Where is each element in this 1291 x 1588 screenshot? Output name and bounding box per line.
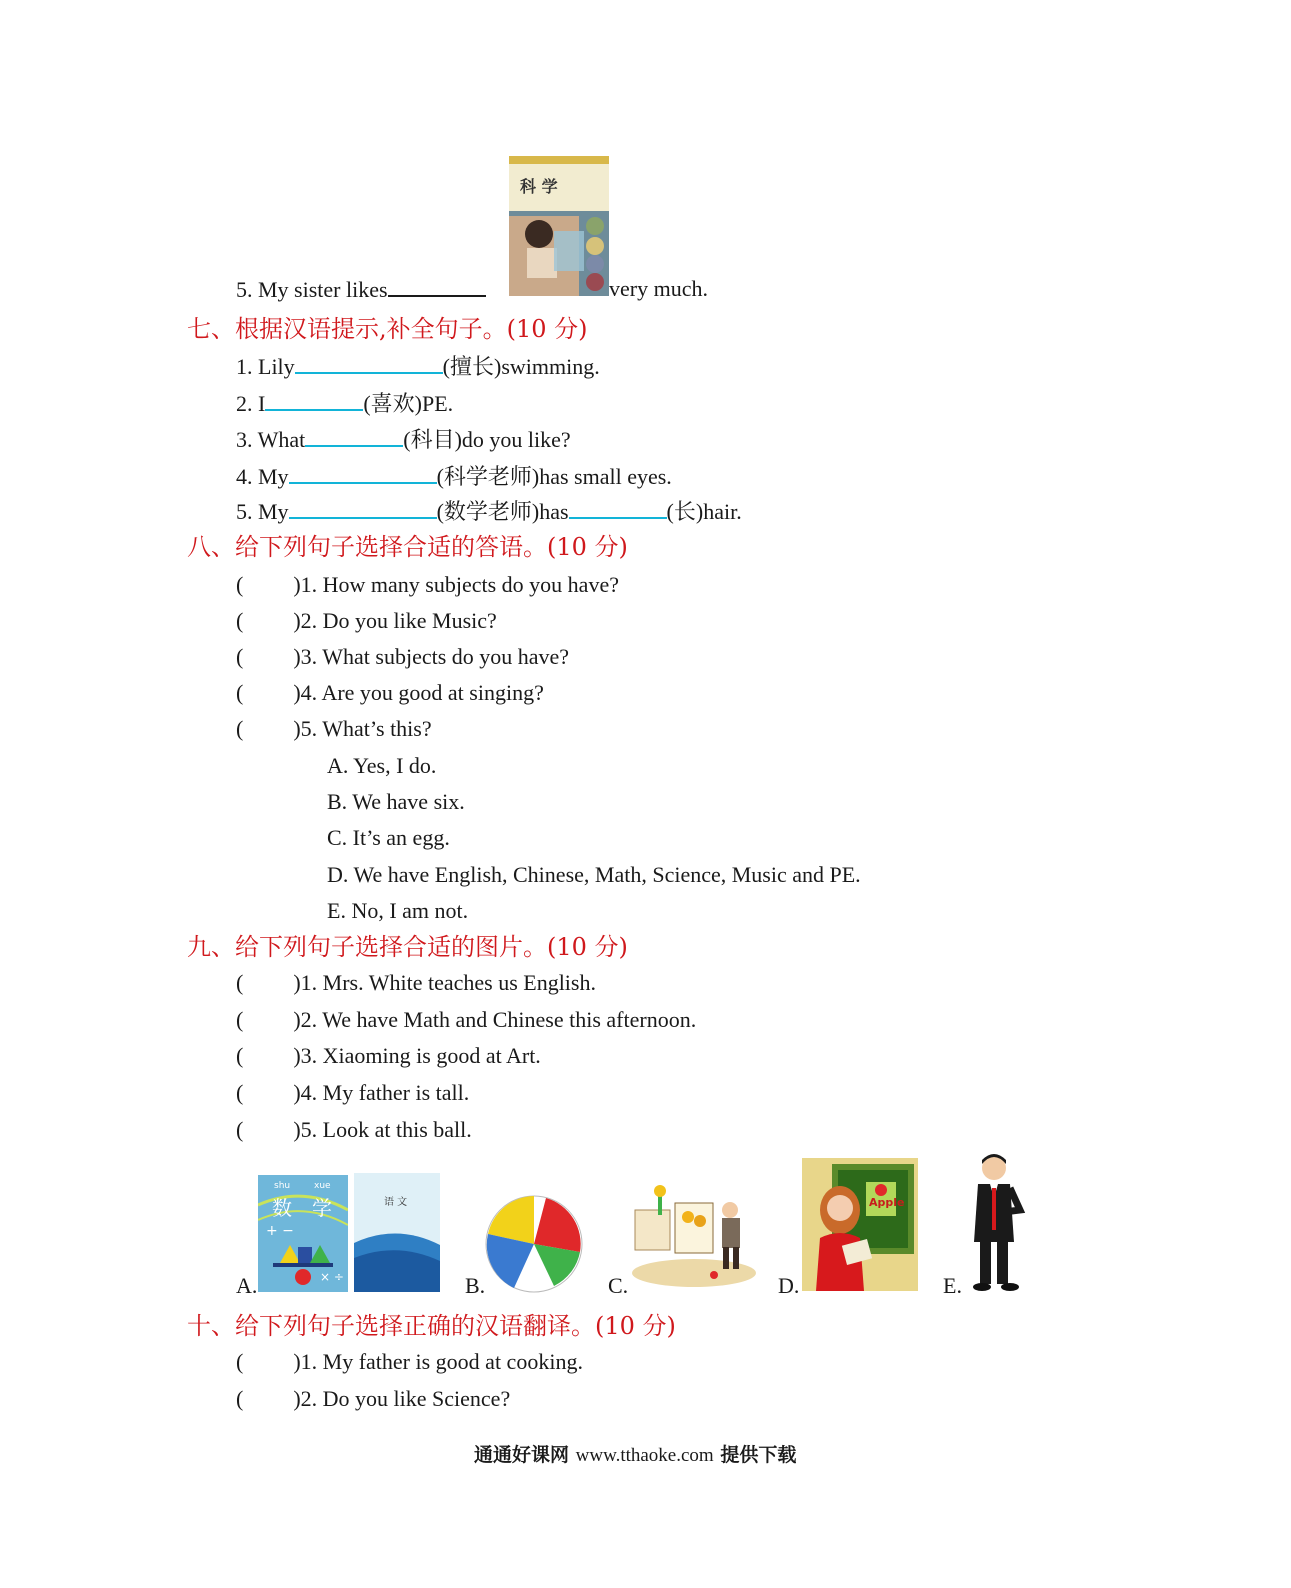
answer-slot[interactable]	[243, 608, 293, 628]
math-book-title-2: 学	[312, 1196, 332, 1220]
footer-suffix: 提供下载	[720, 1444, 797, 1466]
picture-label-e: E.	[943, 1273, 962, 1298]
answer-slot[interactable]	[243, 1117, 293, 1137]
question-text: )3. Xiaoming is good at Art.	[293, 1043, 541, 1068]
item-text: My sister likes	[258, 277, 388, 302]
answer-slot[interactable]	[243, 1043, 293, 1063]
s7-item-5	[236, 497, 742, 526]
open-paren: (	[236, 970, 244, 995]
answer-blank[interactable]	[388, 275, 486, 297]
item-number: 5.	[236, 499, 253, 524]
chinese-book-image	[354, 1173, 440, 1292]
open-paren: (	[236, 1080, 244, 1105]
english-teacher-image	[802, 1158, 918, 1291]
question-text: )4. My father is tall.	[293, 1080, 470, 1105]
s9-question-1	[236, 969, 596, 997]
s7-item-1	[236, 352, 600, 381]
answer-blank-2[interactable]	[569, 497, 667, 519]
question-text: )5. Look at this ball.	[293, 1117, 472, 1142]
item-number: 2.	[236, 391, 253, 416]
picture-label-d: D.	[778, 1273, 800, 1298]
s8-option-e: E. No, I am not.	[327, 898, 469, 923]
item-text: My	[258, 464, 289, 489]
open-paren: (	[236, 608, 244, 633]
s8-question-1	[236, 571, 619, 599]
footer	[474, 1440, 796, 1467]
item-text: Lily	[258, 354, 295, 379]
chinese-book-title: 语 文	[384, 1197, 408, 1208]
s8-option-a: A. Yes, I do.	[327, 753, 437, 778]
item-number: 5.	[236, 277, 253, 302]
svg-text:× ÷: × ÷	[320, 1270, 344, 1284]
open-paren: (	[236, 716, 244, 741]
question-text: )2. Do you like Science?	[293, 1386, 511, 1411]
answer-slot[interactable]	[243, 970, 293, 990]
answer-blank[interactable]	[305, 425, 403, 447]
footer-site: 通通好课网	[474, 1444, 570, 1466]
s10-question-1	[236, 1348, 583, 1376]
art-class-image	[630, 1185, 758, 1290]
answer-slot[interactable]	[243, 716, 293, 736]
section8-heading: 八、给下列句子选择合适的答语。(10 分)	[187, 533, 628, 561]
s8-option-c: C. It’s an egg.	[327, 825, 450, 850]
item-hint: (喜欢)PE.	[363, 391, 454, 416]
s8-question-5	[236, 715, 432, 743]
ball-image	[484, 1194, 584, 1294]
item-number: 4.	[236, 464, 253, 489]
item-text: My	[258, 499, 289, 524]
question-text: )1. My father is good at cooking.	[293, 1349, 583, 1374]
s7-item-2	[236, 389, 453, 418]
item-text: I	[258, 391, 266, 416]
question-text: )4. Are you good at singing?	[293, 680, 544, 705]
answer-slot[interactable]	[243, 1080, 293, 1100]
question-text: )2. We have Math and Chinese this afternoon.	[293, 1007, 697, 1032]
item-hint: (科学老师)has small eyes.	[436, 464, 672, 489]
section10-heading: 十、给下列句子选择正确的汉语翻译。(10 分)	[187, 1312, 676, 1340]
s8-option-b: B. We have six.	[327, 789, 465, 814]
answer-blank[interactable]	[289, 497, 437, 519]
answer-slot[interactable]	[243, 1386, 293, 1406]
answer-blank[interactable]	[265, 389, 363, 411]
item-number: 3.	[236, 427, 253, 452]
s8-question-2	[236, 607, 497, 635]
picture-label-a: A.	[236, 1273, 258, 1298]
answer-slot[interactable]	[243, 644, 293, 664]
question-text: )3. What subjects do you have?	[293, 644, 570, 669]
item-hint-2: (长)hair.	[666, 499, 742, 524]
question-text: )2. Do you like Music?	[293, 608, 497, 633]
s9-question-2	[236, 1006, 696, 1034]
s8-option-d: D. We have English, Chinese, Math, Science, Music and PE.	[327, 862, 861, 887]
s10-question-2	[236, 1385, 510, 1413]
section7-heading: 七、根据汉语提示,补全句子。(10 分)	[187, 315, 588, 343]
picture-label-c: C.	[608, 1273, 629, 1298]
math-book-pinyin-2: xue	[314, 1181, 331, 1191]
s9-question-5	[236, 1116, 472, 1144]
s7-item-4	[236, 462, 672, 491]
open-paren: (	[236, 1386, 244, 1411]
s9-question-4	[236, 1079, 469, 1107]
open-paren: (	[236, 644, 244, 669]
q6-item-5-end: very much.	[609, 276, 708, 301]
answer-slot[interactable]	[243, 1349, 293, 1369]
open-paren: (	[236, 1117, 244, 1142]
question-text: )1. How many subjects do you have?	[293, 572, 619, 597]
s8-question-4	[236, 679, 544, 707]
section9-heading: 九、给下列句子选择合适的图片。(10 分)	[187, 933, 628, 961]
s9-question-3	[236, 1042, 541, 1070]
item-hint: (科目)do you like?	[403, 427, 571, 452]
question-text: )1. Mrs. White teaches us English.	[293, 970, 596, 995]
open-paren: (	[236, 572, 244, 597]
answer-slot[interactable]	[243, 572, 293, 592]
math-book-pinyin-1: shu	[274, 1181, 291, 1191]
item-text: What	[257, 427, 306, 452]
item-number: 1.	[236, 354, 253, 379]
answer-blank[interactable]	[295, 352, 443, 374]
science-book-title: 科 学	[520, 177, 558, 196]
item-hint: (擅长)swimming.	[442, 354, 600, 379]
footer-url[interactable]: www.tthaoke.com	[575, 1445, 714, 1466]
answer-slot[interactable]	[243, 680, 293, 700]
open-paren: (	[236, 680, 244, 705]
item-hint: (数学老师)has	[436, 499, 569, 524]
s7-item-3	[236, 425, 571, 454]
svg-text:+ −: + −	[266, 1223, 294, 1239]
q6-item-5	[236, 275, 486, 304]
question-text: )5. What’s this?	[293, 716, 432, 741]
answer-blank[interactable]	[289, 462, 437, 484]
board-word: Apple	[869, 1196, 905, 1209]
father-image	[960, 1152, 1028, 1292]
math-book-title-1: 数	[272, 1196, 292, 1220]
s8-question-3	[236, 643, 569, 671]
open-paren: (	[236, 1043, 244, 1068]
picture-label-b: B.	[465, 1273, 486, 1298]
open-paren: (	[236, 1349, 244, 1374]
open-paren: (	[236, 1007, 244, 1032]
answer-slot[interactable]	[243, 1007, 293, 1027]
